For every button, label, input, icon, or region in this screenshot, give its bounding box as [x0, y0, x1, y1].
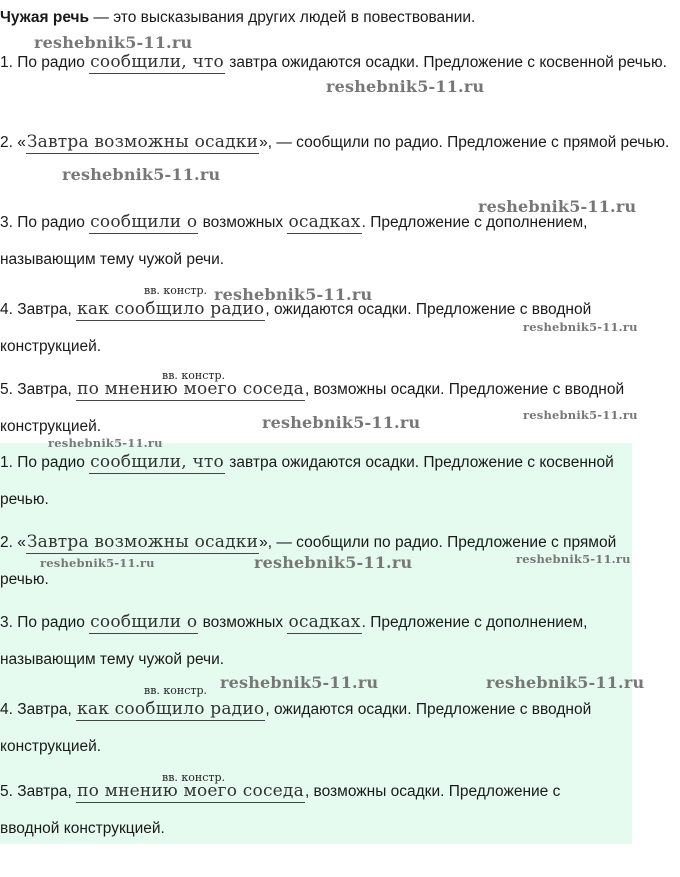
- watermark: reshebnik5-11.ru: [34, 33, 193, 52]
- handwritten-underline: по мнению моего соседа: [77, 781, 304, 801]
- watermark: reshebnik5-11.ru: [486, 673, 645, 692]
- handwritten-underline: по мнению моего соседа: [77, 379, 304, 399]
- handwritten-underline: сообщили о: [90, 612, 198, 632]
- example-1-copy: 1. По радио сообщили, что завтра ожидаются осадки. Предложение с косвенной речью.: [0, 452, 614, 508]
- watermark: reshebnik5-11.ru: [254, 553, 413, 572]
- annotation: вв. констр.: [144, 684, 207, 697]
- handwritten-underline: как сообщило радио: [77, 299, 265, 319]
- intro-definition: [0, 6, 680, 30]
- example-5: 5. Завтра, по мнению моего соседа, возможны осадки. Предложение с вводной конструкцией.: [0, 379, 625, 435]
- watermark: reshebnik5-11.ru: [516, 552, 631, 566]
- handwritten-underline: Завтра возможны осадки: [26, 132, 259, 152]
- watermark: reshebnik5-11.ru: [214, 285, 373, 304]
- example-2: 2. «Завтра возможны осадки», — сообщили по радио. Предложение с прямой речью.: [0, 132, 670, 152]
- handwritten-underline: сообщили, что: [90, 52, 224, 72]
- watermark: reshebnik5-11.ru: [48, 436, 163, 450]
- watermark: reshebnik5-11.ru: [523, 320, 638, 334]
- annotation: вв. констр.: [144, 284, 207, 297]
- watermark: reshebnik5-11.ru: [523, 408, 638, 422]
- watermark: reshebnik5-11.ru: [326, 77, 485, 96]
- handwritten-underline: сообщили о: [90, 212, 198, 232]
- example-3: 3. По радио сообщили о возможных осадках. Предложение с дополнением, называющим тему чужой речи.: [0, 212, 588, 268]
- watermark: reshebnik5-11.ru: [262, 413, 421, 432]
- handwritten-underline: как сообщило радио: [77, 699, 265, 719]
- handwritten-underline: осадках: [288, 612, 361, 632]
- annotation: вв. констр.: [162, 369, 225, 382]
- example-3-copy: 3. По радио сообщили о возможных осадках. Предложение с дополнением, называющим тему чужой речи.: [0, 612, 588, 668]
- example-1: 1. По радио сообщили, что завтра ожидаются осадки. Предложение с косвенной речью.: [0, 52, 667, 72]
- handwritten-underline: сообщили, что: [90, 452, 224, 472]
- watermark: reshebnik5-11.ru: [220, 673, 379, 692]
- example-4: 4. Завтра, как сообщило радио, ожидаются осадки. Предложение с вводной конструкцией.: [0, 299, 592, 355]
- example-5-copy: 5. Завтра, по мнению моего соседа, возможны осадки. Предложение с вводной конструкцией.: [0, 781, 561, 837]
- watermark: reshebnik5-11.ru: [478, 197, 637, 216]
- annotation: вв. констр.: [162, 771, 225, 784]
- example-4-copy: 4. Завтра, как сообщило радио, ожидаются осадки. Предложение с вводной конструкцией.: [0, 699, 592, 755]
- handwritten-underline: осадках: [288, 212, 361, 232]
- watermark: reshebnik5-11.ru: [40, 556, 155, 570]
- definition-text: — это высказывания других людей в повествовании.: [89, 9, 476, 26]
- handwritten-underline: Завтра возможны осадки: [26, 532, 259, 552]
- watermark: reshebnik5-11.ru: [62, 165, 221, 184]
- term: Чужая речь: [0, 9, 90, 26]
- example-2-copy: 2. «Завтра возможны осадки», — сообщили по радио. Предложение с прямой речью.: [0, 532, 617, 588]
